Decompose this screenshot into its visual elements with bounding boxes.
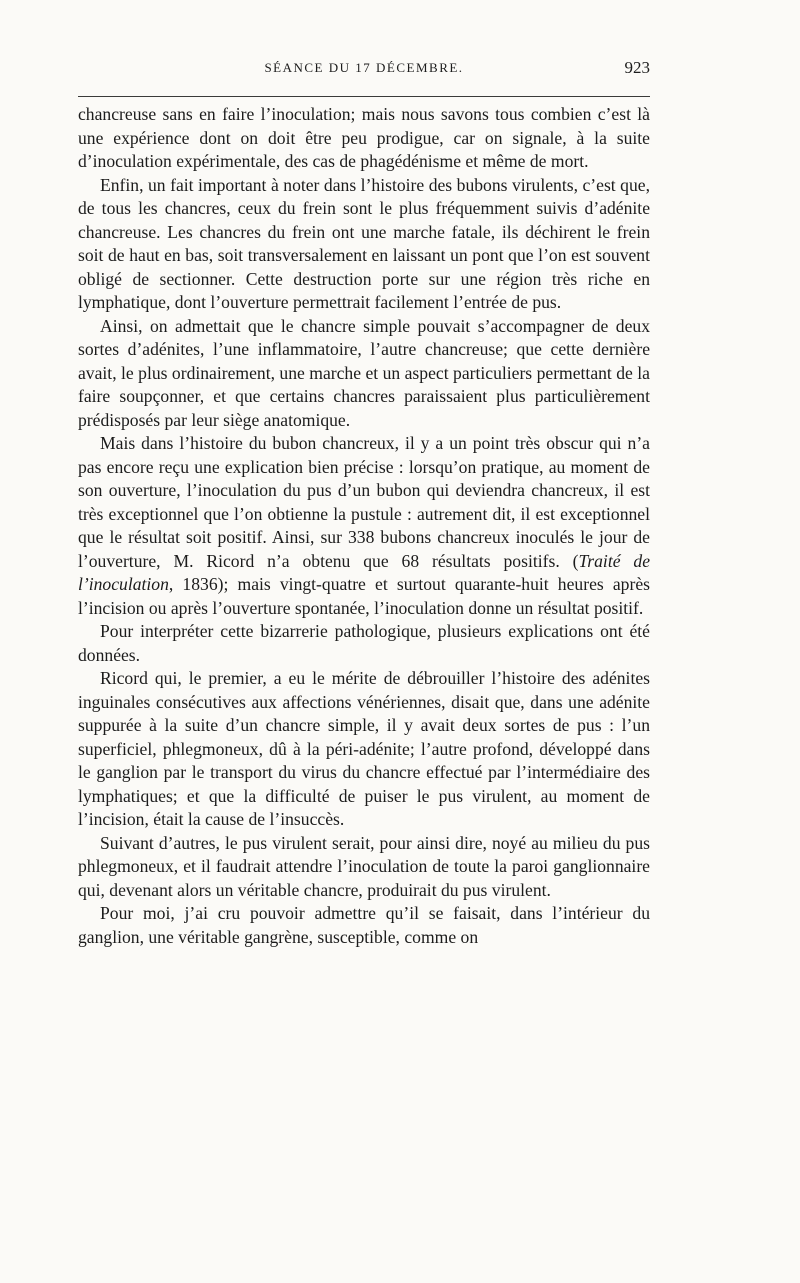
paragraph-4-text-b: , 1836); mais vingt-quatre et surtout quarante-huit heures après l’incision ou après l’ouverture spontanée, l’inoculation donne un résultat positif. (78, 574, 650, 618)
paragraph-3: Ainsi, on admettait que le chancre simple pouvait s’accompagner de deux sortes d’adénites, l’une inflammatoire, l’autre chancreuse; que cette dernière avait, le plus ordinairement, une marche et un aspect particuliers permettant de la faire soupçonner, et que certains chancres paraissaient plus particulièrement prédisposés par leur siège anatomique. (78, 315, 650, 430)
paragraph-5: Pour interpréter cette bizarrerie pathologique, plusieurs explications ont été données. (78, 621, 650, 665)
paragraph-4 (78, 432, 650, 620)
paragraph-2: Enfin, un fait important à noter dans l’histoire des bubons virulents, c’est que, de tous les chancres, ceux du frein sont le plus fréquemment suivis d’adénite chancreuse. Les chancres du frein ont une marche fatale, ils déchirent le frein soit de haut en bas, soit transversalement en laissant un pont que l’on est souvent obligé de sectionner. Cette destruction porte sur une région très riche en lymphatique, dont l’ouverture permettrait facilement l’entrée de pus. (78, 174, 650, 312)
paragraph-1: chancreuse sans en faire l’inoculation; mais nous savons tous combien c’est là une expérience dont on doit être peu prodigue, car on signale, à la suite d’inoculation expérimentale, des cas de phagédénisme et même de mort. (78, 104, 650, 171)
paragraph-8: Pour moi, j’ai cru pouvoir admettre qu’il se faisait, dans l’intérieur du ganglion, une véritable gangrène, susceptible, comme on (78, 903, 650, 947)
header-rule (78, 96, 650, 97)
paragraph-7: Suivant d’autres, le pus virulent serait, pour ainsi dire, noyé au milieu du pus phlegmoneux, et il faudrait attendre l’inoculation de toute la paroi ganglionnaire qui, devenant alors un véritable chancre, produirait du pus virulent. (78, 832, 650, 900)
paragraph-4-text-a: Mais dans l’histoire du bubon chancreux, il y a un point très obscur qui n’a pas encore reçu une explication bien précise : lorsqu’on pratique, au moment de son ouverture, l’inoculation du pus d’un bubon qui deviendra chancreux, il est très exceptionnel que l’on obtienne la pustule : autrement dit, il est exceptionnel que le résultat soit positif. Ainsi, sur 338 bubons chancreux inoculés le jour de l’ouverture, M. Ricord n’a obtenu que 68 résultats positifs. ( (78, 433, 650, 571)
citation-title: Traité de l’inoculation (78, 550, 650, 594)
page-header (78, 58, 650, 86)
page-number: 923 (624, 58, 650, 77)
paragraph-6: Ricord qui, le premier, a eu le mérite de débrouiller l’histoire des adénites inguinales consécutives aux affections vénériennes, disait que, dans une adénite suppurée à la suite d’un chancre simple, il y avait deux sortes de pus : l’un superficiel, phlegmoneux, dû à la péri-adénite; l’autre profond, développé dans le ganglion par le transport du virus du chancre effectué par l’intermédiaire des lymphatiques; et que la difficulté de puiser le pus virulent, au moment de l’incision, était la cause de l’insuccès. (78, 668, 650, 829)
running-head: SÉANCE DU 17 DÉCEMBRE. (264, 60, 464, 75)
body-text (78, 103, 650, 949)
